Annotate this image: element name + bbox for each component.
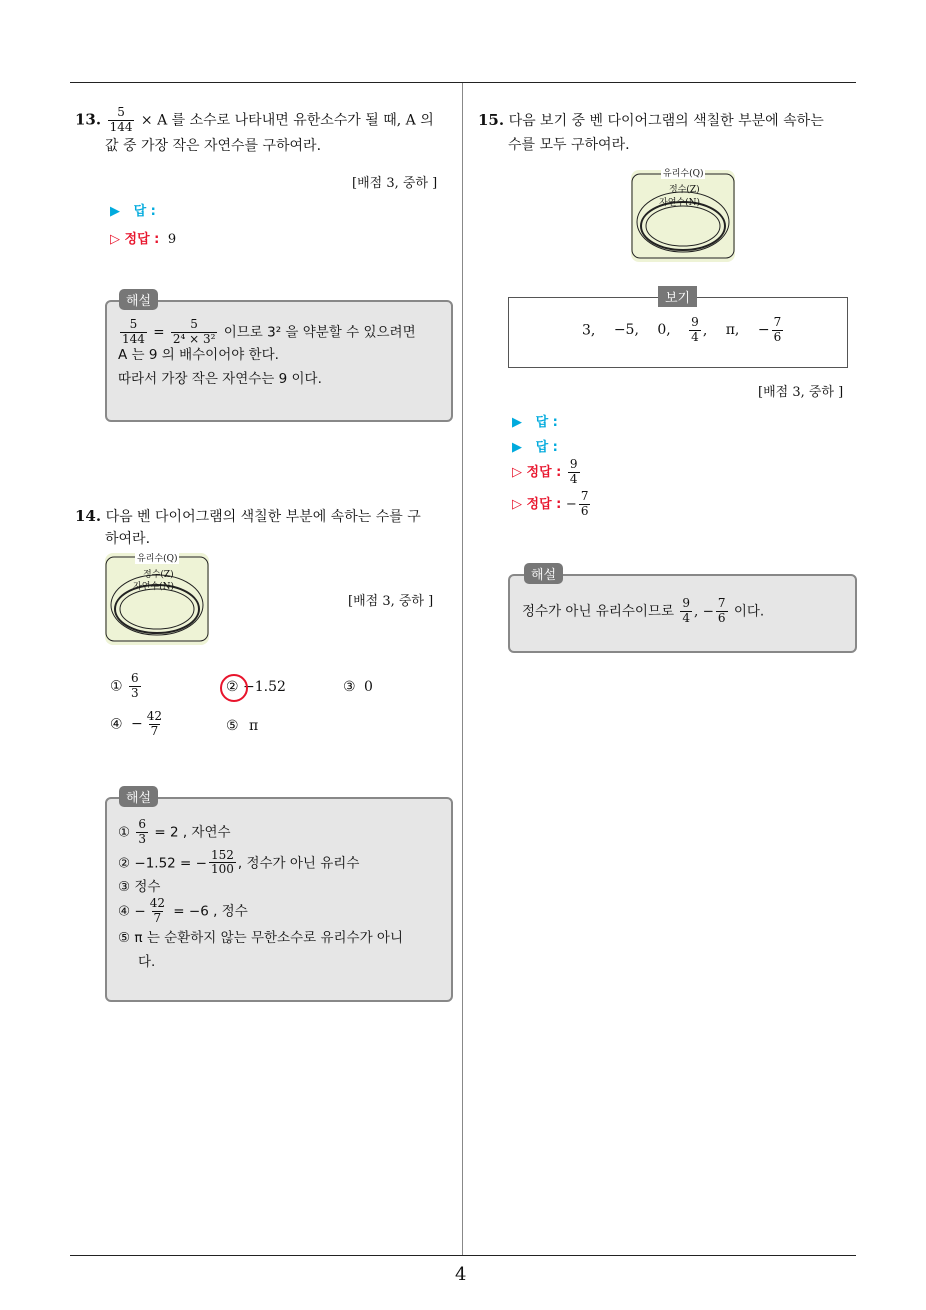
- option-5[interactable]: [226, 718, 258, 734]
- fraction: $\frac{42}{7}$: [146, 709, 163, 738]
- explanation-text: 이므로 3² 을 약분할 수 있으려면: [223, 324, 416, 341]
- question-text-2: 수를 모두 구하여라.: [508, 137, 630, 153]
- points-15: [배점 3, 중하 ]: [758, 385, 844, 400]
- fraction: $\frac{9}{4}$: [691, 315, 699, 344]
- comma: ,: [702, 322, 708, 339]
- option-value: 0: [364, 679, 373, 695]
- correct-row-15b: [512, 490, 592, 519]
- fraction: $\frac{6}{3}$: [131, 671, 139, 700]
- fraction: $\frac{9}{4}$: [569, 457, 578, 486]
- sign: −: [131, 716, 143, 733]
- option-1[interactable]: [110, 672, 143, 701]
- sign: −: [757, 322, 770, 339]
- option-value: −1.52: [243, 679, 286, 695]
- points-14: [배점 3, 중하 ]: [348, 594, 434, 609]
- answer-row-15b: [512, 436, 558, 455]
- answer-row-15a: [512, 411, 558, 430]
- question-text: 다음 보기 중 벤 다이어그램의 색칠한 부분에 속하는: [508, 113, 824, 129]
- fraction: $\frac{5}{144}$: [122, 317, 145, 346]
- explanation-text: 정수가 아닌 유리수이므로: [522, 603, 675, 620]
- explanation-tag: 해설: [119, 786, 158, 807]
- bogi-item: 3,: [582, 322, 596, 339]
- page-number: 4: [455, 1264, 467, 1285]
- column-divider: [462, 83, 463, 1256]
- explanation-tag: 해설: [119, 289, 158, 310]
- points-13: [배점 3, 중하 ]: [352, 176, 438, 191]
- explanation-text: = 2 , 자연수: [154, 824, 231, 841]
- explanation-text: , 정수가 아닌 유리수: [237, 854, 360, 871]
- explanation-content-13: [118, 318, 448, 389]
- fraction: $\frac{7}{6}$: [773, 315, 782, 344]
- answer-label: 답 :: [535, 415, 558, 430]
- option-mark: ⑤: [226, 718, 239, 734]
- option-3[interactable]: [343, 679, 373, 695]
- question-text: × A 를 소수로 나타내면 유한소수가 될 때, A 의: [140, 112, 434, 129]
- bottom-rule: [70, 1255, 856, 1256]
- top-rule: [70, 82, 856, 83]
- answer-label: 답 :: [535, 440, 558, 455]
- option-mark: ②: [226, 679, 239, 695]
- question-text-2: 값 중 가장 작은 자연수를 구하여라.: [105, 137, 322, 154]
- option-value: π: [249, 718, 259, 734]
- correct-label: 정답 :: [124, 232, 160, 247]
- option-mark: ④: [110, 716, 123, 733]
- fraction: $\frac{6}{3}$: [138, 817, 147, 846]
- fraction: $\frac{9}{4}$: [682, 596, 690, 625]
- fraction: $\frac{5}{144}$: [109, 105, 133, 134]
- explanation-tag: 해설: [524, 563, 563, 584]
- explanation-content-15: [522, 597, 764, 626]
- option-2[interactable]: [226, 679, 286, 695]
- correct-label: 정답 :: [526, 496, 562, 512]
- fraction: $\frac{42}{7}$: [149, 896, 165, 925]
- fraction: $\frac{5}{\text{2⁴ × 3²}}$: [172, 317, 216, 346]
- bogi-item: 0,: [657, 322, 671, 339]
- explanation-text: ② −1.52 = −: [118, 854, 207, 871]
- answer-label: 답 :: [133, 204, 156, 219]
- venn-label-z: 정수(Z): [143, 570, 174, 580]
- explanation-text: A 는 9 의 배수이어야 한다.: [118, 346, 279, 363]
- separator: , −: [693, 603, 714, 620]
- explanation-text: 이다.: [733, 603, 765, 620]
- play-icon: ▶: [110, 204, 120, 219]
- explanation-text: 다.: [138, 953, 156, 970]
- bogi-item: π,: [725, 322, 740, 339]
- bogi-tag: 보기: [658, 286, 697, 307]
- correct-value: 9: [167, 232, 177, 247]
- venn-label-n: 자연수(N): [133, 582, 174, 592]
- option-4[interactable]: [110, 710, 166, 739]
- correct-label: 정답 :: [526, 464, 562, 480]
- fraction: $\frac{7}{6}$: [580, 489, 589, 518]
- question-number: 14.: [75, 507, 102, 525]
- question-15: [478, 108, 863, 157]
- option-mark: ①: [110, 678, 123, 695]
- explanation-text: 따라서 가장 작은 자연수는 9 이다.: [118, 370, 322, 387]
- venn-diagram: [631, 170, 735, 262]
- explanation-text: ③ 정수: [118, 879, 161, 896]
- explanation-text: ④ −: [118, 903, 146, 920]
- option-mark: ③: [343, 679, 356, 695]
- venn-diagram: [105, 553, 209, 645]
- bogi-item: −5,: [613, 322, 639, 339]
- venn-label-z: 정수(Z): [669, 185, 700, 195]
- play-icon: ▶: [512, 440, 522, 455]
- triangle-outline-icon: ▷: [512, 464, 522, 480]
- correct-row-13: [110, 228, 176, 247]
- triangle-outline-icon: ▷: [110, 232, 120, 247]
- explanation-text: ⑤ π 는 순환하지 않는 무한소수로 유리수가 아니: [118, 929, 404, 946]
- question-text-2: 하여라.: [105, 531, 151, 547]
- correct-row-15a: [512, 458, 582, 487]
- sign: −: [565, 496, 577, 512]
- triangle-outline-icon: ▷: [512, 496, 522, 512]
- venn-label-q: 유리수(Q): [135, 551, 179, 564]
- equals: =: [153, 324, 165, 341]
- question-number: 13.: [75, 110, 102, 129]
- fraction: $\frac{152}{100}$: [210, 847, 234, 877]
- question-text: 다음 벤 다이어그램의 색칠한 부분에 속하는 수를 구: [105, 509, 421, 525]
- selected-circle: [220, 674, 248, 702]
- explanation-content-14: [118, 818, 448, 972]
- question-14: [75, 505, 460, 550]
- venn-label-n: 자연수(N): [659, 198, 700, 208]
- explanation-text: = −6 , 정수: [173, 903, 248, 920]
- play-icon: ▶: [512, 415, 522, 430]
- bogi-content: [582, 316, 785, 345]
- fraction: $\frac{7}{6}$: [717, 596, 726, 625]
- venn-label-q: 유리수(Q): [661, 166, 705, 179]
- question-number: 15.: [478, 111, 505, 129]
- question-13: [75, 106, 460, 157]
- answer-row-13: [110, 200, 156, 219]
- mark: ①: [118, 824, 131, 841]
